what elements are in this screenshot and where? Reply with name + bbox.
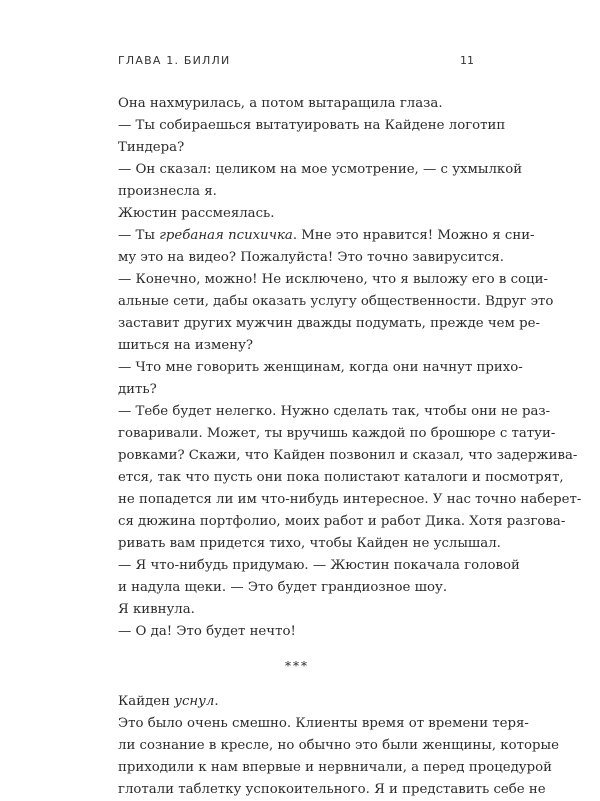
text-line: Тиндера? <box>118 140 185 155</box>
text-line: — Конечно, можно! Не исключено, что я выложу его в соци- <box>118 272 548 287</box>
text-line: произнесла я. <box>118 184 217 199</box>
page-number: 11 <box>460 54 474 67</box>
text-line: приходили к нам впервые и нервничали, а перед процедурой <box>118 760 553 775</box>
text-line: — Ты гребаная психичка. Мне это нравится! Можно я сни- <box>118 228 535 243</box>
text-line: говаривали. Может, ты вручишь каждой по брошюре с татуи- <box>118 426 556 441</box>
running-head: ГЛАВА 1. БИЛЛИ <box>118 54 231 67</box>
text-line: Она нахмурилась, а потом вытаращила глаза. <box>118 96 443 111</box>
text-line: Жюстин рассмеялась. <box>118 206 275 221</box>
text-line: ровками? Скажи, что Кайден позвонил и сказал, что задержива- <box>118 448 578 463</box>
text-line: му это на видео? Пожалуйста! Это точно завирусится. <box>118 250 505 265</box>
text-line: ли сознание в кресле, но обычно это были женщины, которые <box>118 738 559 753</box>
text-line: — Ты собираешься вытатуировать на Кайдене логотип <box>118 118 506 133</box>
text-line: дить? <box>118 382 157 397</box>
text-line: — Он сказал: целиком на мое усмотрение, — с ухмылкой <box>118 162 523 177</box>
text-line: и надула щеки. — Это будет грандиозное шоу. <box>118 580 448 595</box>
text-line: Это было очень смешно. Клиенты время от времени теря- <box>118 716 529 731</box>
text-line: ся дюжина портфолио, моих работ и работ Дика. Хотя разгова- <box>118 514 566 529</box>
text-line: глотали таблетку успокоительного. Я и представить себе не <box>118 782 546 797</box>
text-line: Я кивнула. <box>118 602 195 617</box>
text-line: — Я что-нибудь придумаю. — Жюстин покачала головой <box>118 558 520 573</box>
text-line: — Что мне говорить женщинам, когда они начнут прихо- <box>118 360 523 375</box>
text-line: ется, так что пусть они пока полистают каталоги и посмотрят, <box>118 470 564 485</box>
text-line: ривать вам придется тихо, чтобы Кайден не услышал. <box>118 536 501 551</box>
text-line: альные сети, дабы оказать услугу общественности. Вдруг это <box>118 294 554 309</box>
section-separator: *** <box>285 659 309 673</box>
spacer <box>118 679 476 691</box>
italic-phrase: уснул <box>174 694 215 709</box>
text-line: Кайден уснул. <box>118 694 219 709</box>
text-line: шиться на измену? <box>118 338 254 353</box>
body-text <box>118 93 582 801</box>
text-line: — Тебе будет нелегко. Нужно сделать так, чтобы они не раз- <box>118 404 551 419</box>
text-line: — О да! Это будет нечто! <box>118 624 296 639</box>
text-line: не попадется ли им что-нибудь интересное. У нас точно наберет- <box>118 492 582 507</box>
italic-phrase: гребаная психичка <box>159 228 293 243</box>
text-line: заставит других мужчин дважды подумать, прежде чем ре- <box>118 316 540 331</box>
